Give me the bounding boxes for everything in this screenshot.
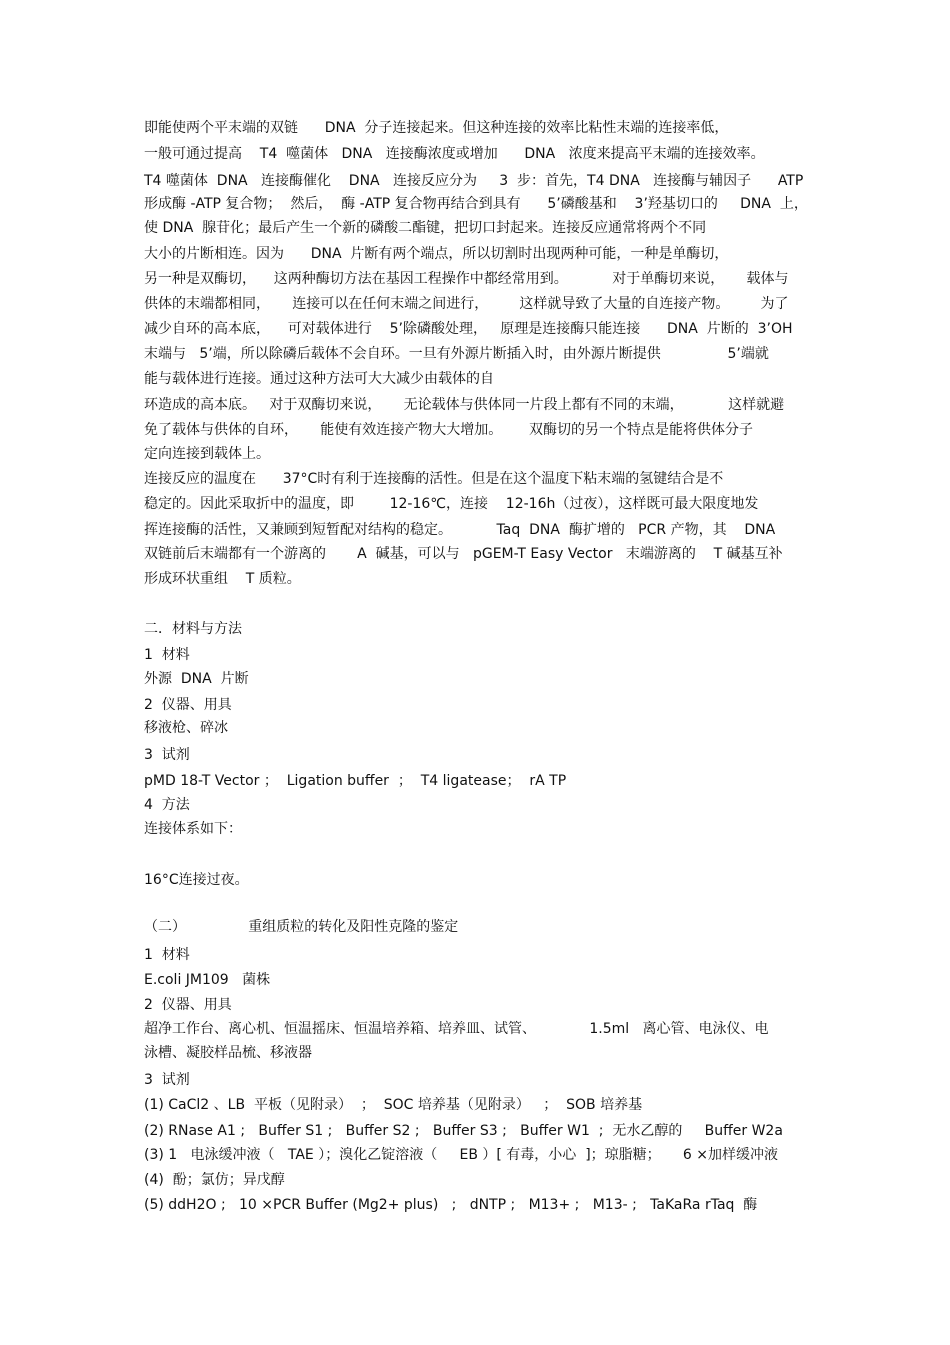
text-line: 末端与 5’端，所以除磷后载体不会自环。一旦有外源片断插入时，由外源片断提供 5’端就	[144, 346, 769, 362]
text-line: 定向连接到载体上。	[144, 446, 270, 462]
text-line: 减少自环的高本底， 可对载体进行 5’除磷酸处理， 原理是连接酶只能连接 DNA 片断的 3’OH	[144, 321, 793, 337]
section-heading: （二） 重组质粒的转化及阳性克隆的鉴定	[144, 919, 459, 935]
text-line: (1) CaCl2 、LB 平板（见附录） ； SOC 培养基（见附录） ； SOB 培养基	[144, 1097, 643, 1113]
text-line: 移液枪、碎冰	[144, 720, 228, 736]
text-line: (2) RNase A1 ; Buffer S1 ; Buffer S2 ; Buffer S3 ; Buffer W1 ; 无水乙醇的 Buffer W2a	[144, 1123, 783, 1139]
text-line: (4) 酚；氯仿；异戊醇	[144, 1172, 285, 1188]
text-line: (3) 1 电泳缓冲液（ TAE ）；溴化乙锭溶液（ EB ）[ 有毒，小心 ]；琼脂糖； 6 ×加样缓冲液	[144, 1147, 778, 1163]
text-line: 大小的片断相连。因为 DNA 片断有两个端点，所以切割时出现两种可能，一种是单酶切，	[144, 246, 729, 262]
text-line: 3 试剂	[144, 1072, 190, 1088]
text-line: 一般可通过提高 T4 噬菌体 DNA 连接酶浓度或增加 DNA 浓度来提高平末端的连接效率。	[144, 146, 765, 162]
text-line: 形成酶 -ATP 复合物； 然后， 酶 -ATP 复合物再结合到具有 5’磷酸基和 3’羟基切口的 DNA 上，	[144, 196, 808, 212]
text-line: 形成环状重组 T 质粒。	[144, 571, 301, 587]
text-line: 2 仪器、用具	[144, 697, 232, 713]
text-line: 连接体系如下：	[144, 821, 242, 837]
text-line: E.coli JM109 菌株	[144, 972, 271, 988]
text-line: 外源 DNA 片断	[144, 671, 249, 687]
text-line: 1 材料	[144, 647, 190, 663]
text-line: 能与载体进行连接。通过这种方法可大大减少由载体的自	[144, 371, 494, 387]
text-line: 另一种是双酶切， 这两种酶切方法在基因工程操作中都经常用到。 对于单酶切来说， 载体与	[144, 271, 789, 287]
text-line: 稳定的。因此采取折中的温度，即 12-16℃，连接 12-16h（过夜），这样既可最大限度地发	[144, 496, 759, 512]
text-line: 1 材料	[144, 947, 190, 963]
text-line: 超净工作台、离心机、恒温摇床、恒温培养箱、培养皿、试管、 1.5ml 离心管、电泳仪、电	[144, 1021, 769, 1037]
text-line: 双链前后末端都有一个游离的 A 碱基，可以与 pGEM-T Easy Vector 末端游离的 T 碱基互补	[144, 546, 783, 562]
text-line: 16°C连接过夜。	[144, 872, 249, 888]
text-line: 3 试剂	[144, 747, 190, 763]
text-line: pMD 18-T Vector ； Ligation buffer ； T4 ligatease； rA TP	[144, 773, 567, 789]
text-line: T4 噬菌体 DNA 连接酶催化 DNA 连接反应分为 3 步：首先，T4 DNA 连接酶与辅因子 ATP	[144, 173, 804, 189]
text-line: 即能使两个平末端的双链 DNA 分子连接起来。但这种连接的效率比粘性末端的连接率低，	[144, 120, 729, 136]
text-line: (5) ddH2O ; 10 ×PCR Buffer (Mg2+ plus) ; dNTP ; M13+ ; M13- ; TaKaRa rTaq 酶	[144, 1197, 758, 1213]
text-line: 2 仪器、用具	[144, 997, 232, 1013]
text-line: 4 方法	[144, 797, 190, 813]
section-heading: 二．材料与方法	[144, 621, 242, 637]
text-line: 供体的末端都相同， 连接可以在任何末端之间进行， 这样就导致了大量的自连接产物。 为了	[144, 296, 789, 312]
text-line: 使 DNA 腺苷化；最后产生一个新的磷酸二酯键，把切口封起来。连接反应通常将两个不同	[144, 220, 707, 236]
text-line: 挥连接酶的活性，又兼顾到短暂配对结构的稳定。 Taq DNA 酶扩增的 PCR 产物，其 DNA	[144, 522, 776, 538]
text-line: 连接反应的温度在 37°C时有利于连接酶的活性。但是在这个温度下粘末端的氢键结合是不	[144, 471, 724, 487]
text-line: 环造成的高本底。 对于双酶切来说， 无论载体与供体同一片段上都有不同的末端， 这样就避	[144, 397, 785, 413]
text-line: 泳槽、凝胶样品梳、移液器	[144, 1045, 312, 1061]
text-line: 免了载体与供体的自环， 能使有效连接产物大大增加。 双酶切的另一个特点是能将供体分子	[144, 422, 753, 438]
